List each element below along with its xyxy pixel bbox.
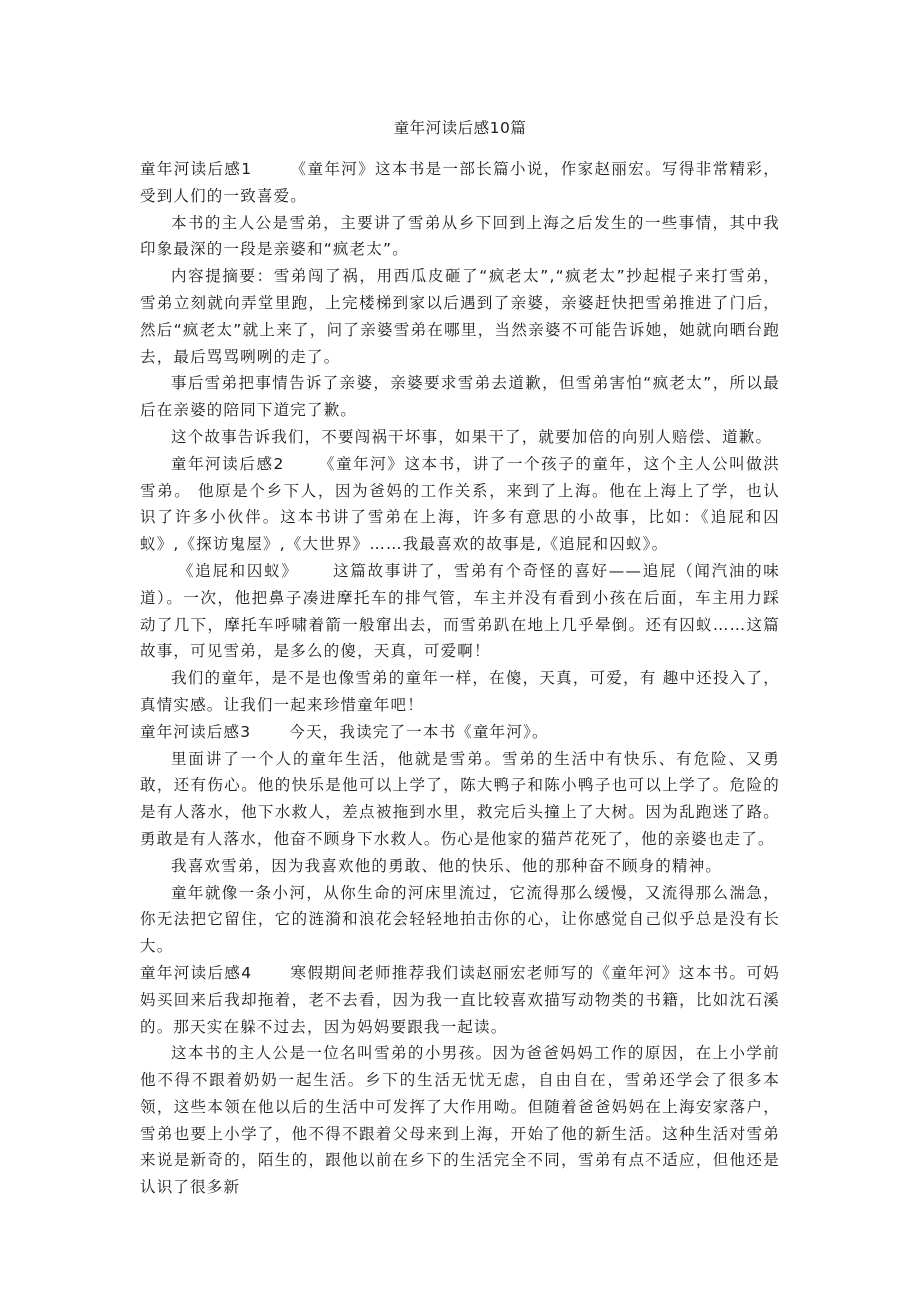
- paragraph-text: 寒假期间老师推荐我们读赵丽宏老师写的《童年河》这本书。可妈妈买回来后我却拖着，老不去看，因为我一直比较喜欢描写动物类的书籍，比如沈石溪的。那天实在躲不过去，因为妈妈要跟我一起读。: [140, 963, 780, 1036]
- paragraph-text: 这篇故事讲了，雪弟有个奇怪的喜好——追屁（闻汽油的味道）。一次，他把鼻子凑进摩托车的排气管，车主并没有看到小孩在后面，车主用力踩动了几下，摩托车呼啸着箭一般窜出去，而雪弟趴在地上几乎晕倒。还有囚蚁……这篇故事，可见雪弟，是多么的傻，天真，可爱啊！: [140, 561, 781, 661]
- paragraph-text: 今天，我读完了一本书《童年河》。: [289, 722, 549, 741]
- section-label: 童年河读后感1: [140, 160, 253, 178]
- paragraph: 事后雪弟把事情告诉了亲婆，亲婆要求雪弟去道歉，但雪弟害怕“疯老太”，所以最后在亲婆的陪同下道完了歉。: [140, 374, 780, 420]
- paragraph-heading-3: [140, 719, 780, 746]
- paragraph-text: 《童年河》这本书是一部长篇小说，作家赵丽宏。写得非常精彩，受到人们的一致喜爱。: [140, 160, 780, 205]
- story-label: 《追屁和囚蚁》: [178, 561, 299, 580]
- paragraph: 我们的童年，是不是也像雪弟的童年一样，在傻，天真，可爱，有 趣中还投入了，真情实感。让我们一起来珍惜童年吧！: [140, 669, 780, 714]
- paragraph: 我喜欢雪弟，因为我喜欢他的勇敢、他的快乐、他的那种奋不顾身的精神。: [171, 856, 723, 875]
- paragraph-text: 《童年河》这本书，讲了一个孩子的童年，这个主人公叫做洪雪弟。 他原是个乡下人，因为爸妈的工作关系，来到了上海。他在上海上了学，也认识了许多小伙伴。这本书讲了雪弟在上海，许多有意思的小故事，比如：《追屁和囚蚁》,《探访鬼屋》,《大世界》……我最喜欢的故事是,《追屁和囚蚁》。: [140, 454, 781, 554]
- section-label: 童年河读后感4: [140, 963, 253, 982]
- paragraph-heading-1: [140, 156, 780, 210]
- section-label: 童年河读后感3: [140, 722, 252, 741]
- paragraph: 这本书的主人公是一位名叫雪弟的小男孩。因为爸爸妈妈工作的原因，在上小学前他不得不跟着奶奶一起生活。乡下的生活无忧无虑，自由自在，雪弟还学会了很多本领，这些本领在他以后的生活中可发挥了大作用呦。但随着爸爸妈妈在上海安家落户，雪弟也要上小学了，他不得不跟着父母来到上海，开始了他的新生活。这种生活对雪弟来说是新奇的，陌生的，跟他以前在乡下的生活完全不同，雪弟有点不适应，但他还是认识了很多新: [140, 1044, 780, 1197]
- paragraph: 童年就像一条小河，从你生命的河床里流过，它流得那么缓慢，又流得那么湍急，你无法把它留住，它的涟漪和浪花会轻轻地拍击你的心，让你感觉自己似乎总是没有长大。: [140, 883, 780, 956]
- paragraph: 里面讲了一个人的童年生活，他就是雪弟。雪弟的生活中有快乐、有危险、又勇敢，还有伤心。他的快乐是他可以上学了，陈大鸭子和陈小鸭子也可以上学了。危险的是有人落水，他下水救人，差点被拖到水里，救完后头撞上了大树。因为乱跑迷了路。勇敢是有人落水，他奋不顾身下水救人。伤心是他家的猫芦花死了，他的亲婆也走了。: [140, 749, 780, 848]
- paragraph: 这个故事告诉我们，不要闯祸干坏事，如果干了，就要加倍的向别人赔偿、道歉。: [171, 427, 773, 446]
- paragraph: 内容提摘要：雪弟闯了祸，用西瓜皮砸了“疯老太”,“疯老太”抄起棍子来打雪弟，雪弟立刻就向弄堂里跑，上完楼梯到家以后遇到了亲婆，亲婆赶快把雪弟推进了门后，然后“疯老太”就上来了，问了亲婆雪弟在哪里，当然亲婆不可能告诉她，她就向晒台跑去，最后骂骂咧咧的走了。: [140, 267, 780, 366]
- page-title: 童年河读后感10篇: [393, 119, 527, 137]
- paragraph-story-heading: [140, 558, 780, 665]
- section-label: 童年河读后感2: [171, 454, 285, 473]
- paragraph-heading-2: [140, 451, 780, 558]
- paragraph-heading-4: [140, 960, 780, 1040]
- paragraph: 本书的主人公是雪弟，主要讲了雪弟从乡下回到上海之后发生的一些事情，其中我印象最深的一段是亲婆和“疯老太”。: [140, 213, 780, 259]
- document-body: [140, 156, 780, 1201]
